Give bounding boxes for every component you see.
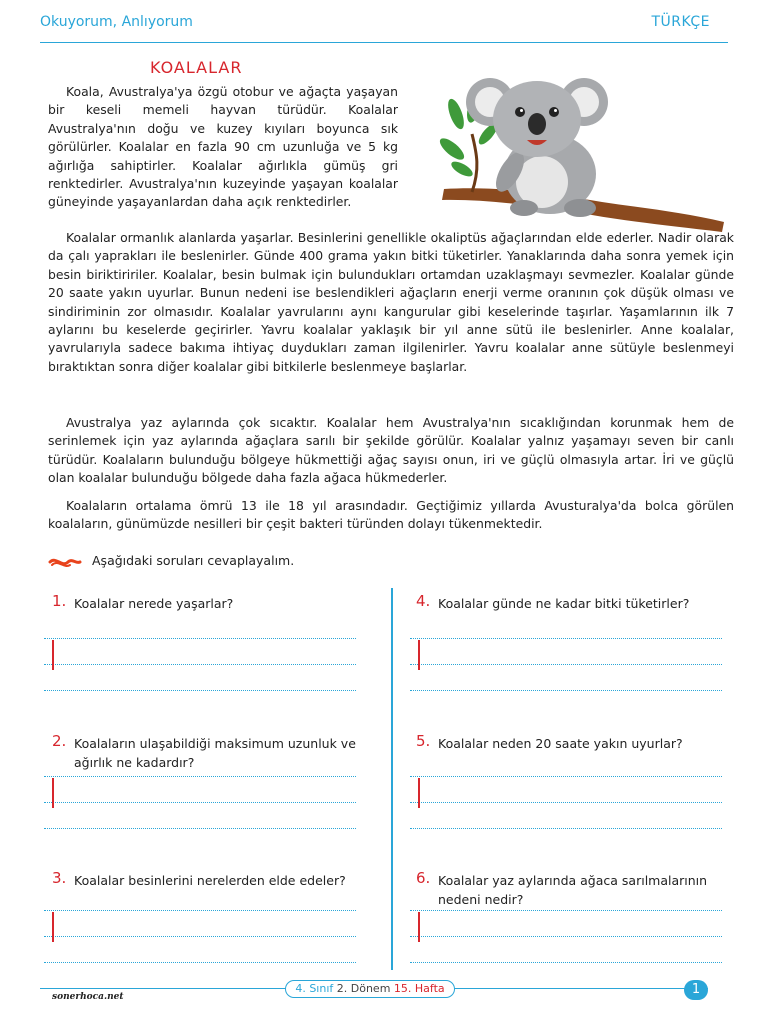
question-number: 1. — [52, 592, 67, 610]
brand-logo: sonerhoca.net — [52, 992, 124, 1002]
question-text: Koalaların ulaşabildiği maksimum uzunluk ve ağırlık ne kadardır? — [74, 736, 356, 770]
paragraph-3: Avustralya yaz aylarında çok sıcaktır. Koalalar hem Avustralya'nın sıcaklığından korunmak hem de serinlemek için yaz aylarında ağaçlara sarılı bir şekilde görülür. Koalalar yalnız yaşamayı seven bir canlı türüdür. Koalaların bulunduğu bölgeye hükmettiği ağaç sayısı onun, iri ve güçlü olmasıyla artar. İri ve güçlü olan koalalar bulunduğu bölgede daha fazla ağaca hükmederler. — [48, 415, 734, 486]
question-text: Koalalar besinlerini nerelerden elde edeler? — [74, 873, 346, 888]
column-divider — [391, 588, 393, 970]
story-title: KOALALAR — [150, 58, 243, 77]
footer-week-badge — [285, 980, 455, 998]
question-text: Koalalar neden 20 saate yakın uyurlar? — [438, 736, 683, 751]
paragraph-2: Koalalar ormanlık alanlarda yaşarlar. Besinlerini genellikle okaliptüs ağaçlarından elde ederler. Nadir olarak da çalı yaprakları ile beslenirler. Günde 400 grama yakın bitki tüketirler. Yanaklarında daha sonra yemek için besin biriktiririler. Koalalar, besin bulmak için bulundukları ortamdan uzaklaşmayı sevmezler. Koalalar günde 20 saate yakın uyurlar. Bunun nedeni ise beslendikleri ağaçların enerji verme oranının çok düşük olması ve sindiriminin zor olmasıdır. Koalalar yavrularını aynı kangurular gibi keselerinde taşırlar. Yaşamlarının ilk 7 aylarını bu keselerde geçirirler. Yavru koalalar yaklaşık bir yıl anne sütü ile beslenirler. Anne koalalar, yavrularıyla sadece bakıma ihtiyaç duydukları zaman ilgilenirler. Yavru koalalar anne sütüyle beslenmeyi bıraktıktan sonra diğer koalalar gibi bitkilerle beslenmeye başlarlar. — [48, 230, 734, 374]
header-course-name: TÜRKÇE — [651, 14, 710, 30]
page-number: 1 — [684, 980, 708, 1000]
question-text: Koalalar günde ne kadar bitki tüketirler? — [438, 596, 690, 611]
instruction-text: Aşağıdaki soruları cevaplayalım. — [92, 553, 295, 568]
question-text: Koalalar yaz aylarında ağaca sarılmalarının nedeni nedir? — [438, 873, 708, 907]
footer-week: 15. Hafta — [393, 982, 445, 995]
question-number: 5. — [416, 732, 431, 750]
footer-grade: 4. Sınıf — [295, 982, 334, 995]
paragraph-1: Koala, Avustralya'ya özgü otobur ve ağaçta yaşayan bir keseli memeli hayvan türüdür. Koalalar Avustralya'nın doğu ve kuzey kıyıları boyunca sık görülürler. Koalalar en fazla 90 cm uzunluğa ve 5 kg ağırlığa sahiptirler. Koalalar ağırlıkla gümüş gri renktedirler. Avustralya'nın kuzeyinde yaşayan koalalar güneyinde yaşayanlardan daha açık renktedirler. — [48, 84, 398, 210]
question-text: Koalalar nerede yaşarlar? — [74, 596, 234, 611]
header-divider — [40, 42, 728, 43]
footer-term: 2. Dönem — [336, 982, 391, 995]
question-number: 3. — [52, 869, 67, 887]
pencil-arrow-icon — [48, 555, 82, 569]
question-number: 2. — [52, 732, 67, 750]
paragraph-4: Koalaların ortalama ömrü 13 ile 18 yıl arasındadır. Geçtiğimiz yıllarda Avusturalya'da bolca görülen koalaların, günümüzde nesilleri bir çeşit bakteri türünden dolayı tükenmektedir. — [48, 498, 734, 532]
question-number: 4. — [416, 592, 431, 610]
header-subject-title: Okuyorum, Anlıyorum — [40, 14, 193, 30]
question-number: 6. — [416, 869, 431, 887]
koala-illustration — [432, 74, 732, 234]
